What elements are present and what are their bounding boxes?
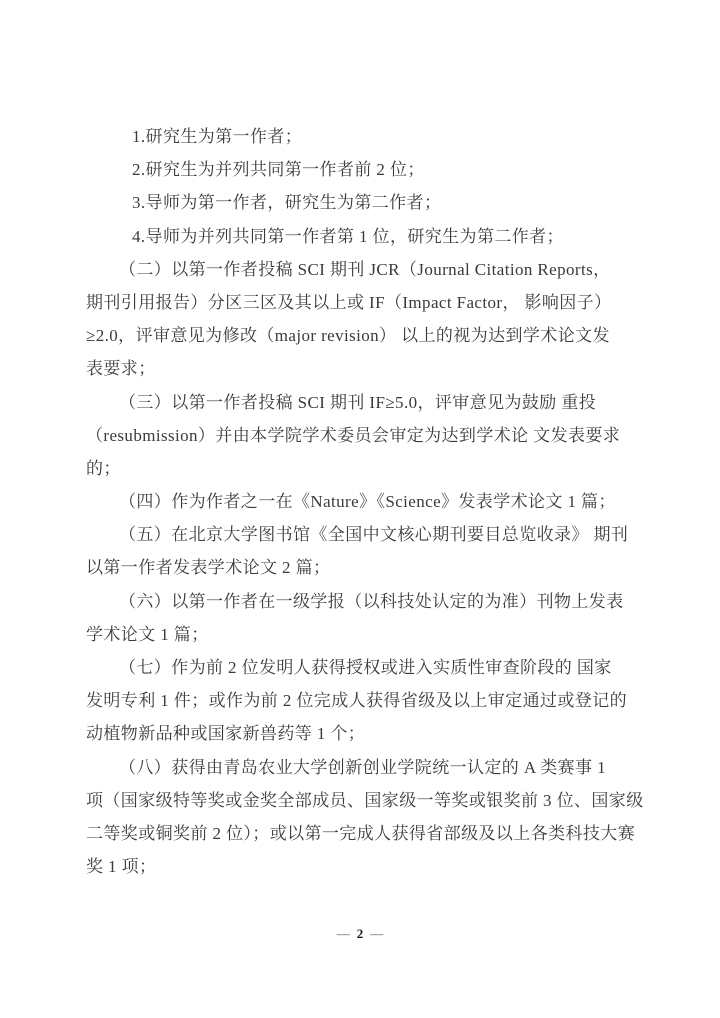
doc-line: 表要求； xyxy=(86,359,156,379)
doc-line: ≥2.0，评审意见为修改（major revision） 以上的视为达到学术论文发 xyxy=(86,326,610,346)
doc-line: （六）以第一作者在一级学报（以科技处认定的为准）刊物上发表 xyxy=(119,591,624,611)
page-number xyxy=(0,926,720,942)
doc-line: 发明专利 1 件；或作为前 2 位完成人获得省级及以上审定通过或登记的 xyxy=(86,691,627,711)
doc-line: （四）作为作者之一在《Nature》《Science》发表学术论文 1 篇； xyxy=(119,492,616,512)
doc-line: （五）在北京大学图书馆《全国中文核心期刊要目总览收录》 期刊 xyxy=(119,525,629,545)
doc-line: 以第一作者发表学术论文 2 篇； xyxy=(86,558,331,578)
doc-line: 项（国家级特等奖或金奖全部成员、国家级一等奖或银奖前 3 位、国家级 xyxy=(86,790,644,810)
doc-line: （七）作为前 2 位发明人获得授权或进入实质性审查阶段的 国家 xyxy=(119,658,612,677)
document-body xyxy=(86,120,652,883)
doc-line: 动植物新品种或国家新兽药等 1 个； xyxy=(86,724,366,744)
doc-line: （三）以第一作者投稿 SCI 期刊 IF≥5.0，评审意见为鼓励 重投 xyxy=(119,392,597,412)
doc-line: 二等奖或铜奖前 2 位）；或以第一完成人获得省部级及以上各类科技大赛 xyxy=(86,823,636,843)
doc-line: 1.研究生为第一作者； xyxy=(132,127,303,146)
doc-line: （二）以第一作者投稿 SCI 期刊 JCR（Journal Citation Reports， xyxy=(119,259,611,279)
doc-line: （八）获得由青岛农业大学创新创业学院统一认定的 A 类赛事 1 xyxy=(119,757,606,777)
doc-line: （resubmission）并由本学院学术委员会审定为达到学术论 文发表要求 xyxy=(86,425,621,445)
page-number-value: 2 xyxy=(356,926,364,941)
doc-line: 3.导师为第一作者，研究生为第二作者； xyxy=(132,193,442,213)
doc-line: 奖 1 项； xyxy=(86,857,157,877)
page-number-right-dash: — xyxy=(370,926,384,941)
doc-line: 期刊引用报告）分区三区及其以上或 IF（Impact Factor， 影响因子） xyxy=(86,292,612,312)
doc-line: 2.研究生为并列共同第一作者前 2 位； xyxy=(132,160,425,180)
doc-line: 的； xyxy=(86,458,121,478)
page-number-left-dash: — xyxy=(336,926,350,941)
doc-line: 学术论文 1 篇； xyxy=(86,624,209,644)
doc-line: 4.导师为并列共同第一作者第 1 位，研究生为第二作者； xyxy=(132,226,564,246)
